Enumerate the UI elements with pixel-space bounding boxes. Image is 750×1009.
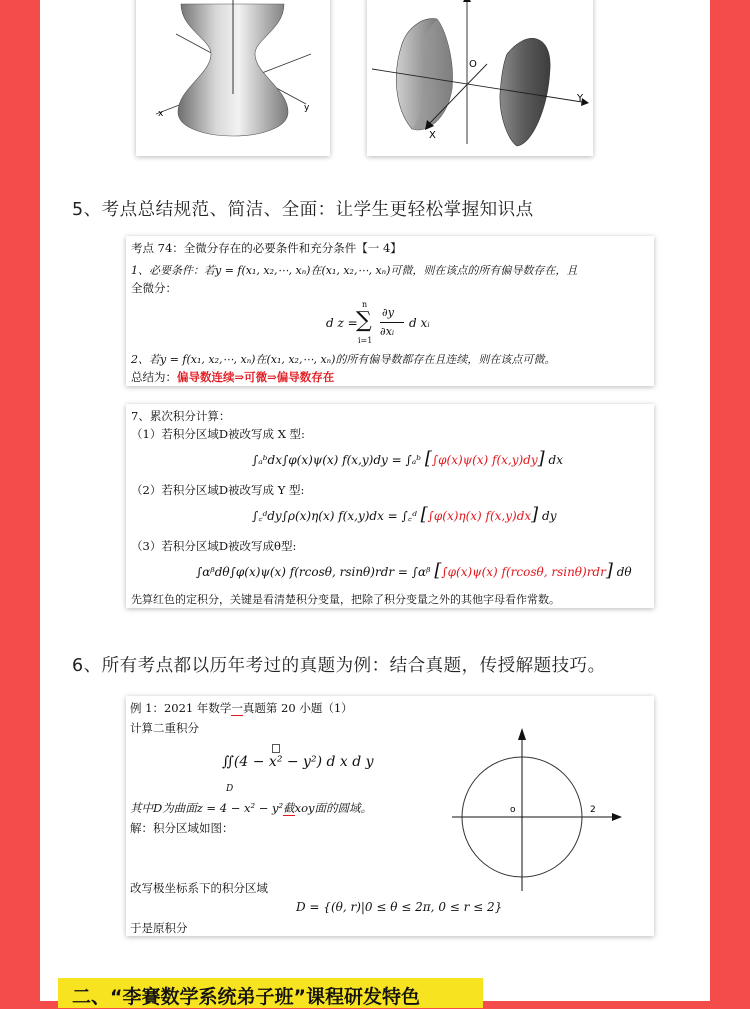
formula-lhs: d z =	[326, 316, 358, 330]
eq3-right: dθ	[616, 565, 632, 579]
desc-part-b: 截	[283, 801, 295, 815]
heading-part-a: 例 1：2021 年数学	[130, 701, 232, 715]
formula-sum-top: n	[362, 300, 368, 309]
example-task: 计算二重积分	[130, 721, 199, 735]
eq3	[196, 560, 632, 581]
example-conclusion: 于是原积分	[130, 921, 188, 935]
section-banner	[58, 978, 483, 1008]
card1-summary	[131, 369, 334, 385]
eq2-bracket-close: ]	[531, 504, 539, 525]
formula-denominator: ∂xᵢ	[380, 325, 395, 338]
formula-sigma: ∑	[356, 308, 372, 333]
heading-part-b: 一	[231, 701, 243, 715]
radius-label: 2	[590, 805, 596, 815]
case3-label: （3）若积分区域D被改写成θ型:	[131, 539, 297, 553]
eq2-bracket-open: [	[420, 504, 428, 525]
eq3-bracket-close: ]	[605, 560, 613, 581]
eq2-left: ∫꜀ᵈdy∫ρ(x)η(x) f(x,y)dx = ∫꜀ᵈ	[252, 509, 417, 523]
eq1-left: ∫ₐᵇdx∫φ(x)ψ(x) f(x,y)dy = ∫ₐᵇ	[252, 453, 422, 467]
integral-domain: D	[226, 784, 234, 794]
eq1-red: ∫φ(x)ψ(x) f(x,y)dy	[431, 453, 538, 467]
integral-expr: ∬(4 − x² − y²) d x d y	[222, 754, 374, 770]
eq2-right: dy	[542, 509, 557, 523]
card2-heading: 7、累次积分计算：	[131, 409, 231, 423]
summary-label: 总结为：	[131, 370, 177, 384]
card2-note: 先算红色的定积分，关键是看清楚积分变量，把除了积分变量之外的其他字母看作常数。	[131, 593, 560, 606]
formula-sum-bottom: i=1	[358, 336, 373, 345]
integral-placeholder-box	[272, 744, 280, 753]
axis-o-label: O	[469, 59, 477, 70]
hyperboloid-svg	[136, 0, 330, 156]
banner-text: 二、“李賽数学系统弟子班”课程研发特色	[72, 986, 420, 1008]
polar-domain: D = {(θ, r)|0 ≤ θ ≤ 2π, 0 ≤ r ≤ 2}	[296, 900, 503, 914]
polar-label: 改写极坐标系下的积分区域	[130, 881, 268, 895]
summary-value: 偏导数连续⇒可微⇒偏导数存在	[177, 370, 335, 384]
iterated-integral-card	[126, 404, 654, 608]
axis-x-label: X	[429, 130, 436, 141]
case1-label: （1）若积分区域D被改写成 X 型:	[131, 427, 305, 441]
eq1-right: dx	[548, 453, 563, 467]
card1-heading: 考点 74：全微分存在的必要条件和充分条件【一 4】	[131, 241, 402, 255]
desc-part-a: 其中D为曲面z = 4 − x² − y²	[130, 801, 284, 815]
desc-part-c: xoy面的圆域。	[294, 801, 373, 815]
axis-y-label: y	[304, 103, 310, 113]
eq2	[252, 504, 556, 525]
section-5-title: 5、考点总结规范、简洁、全面：让学生更轻松掌握知识点	[72, 200, 534, 220]
eq3-bracket-open: [	[434, 560, 442, 581]
eq3-left: ∫αᵝdθ∫φ(x)ψ(x) f(rcosθ, rsinθ)rdr = ∫αᵝ	[196, 565, 431, 579]
example-solution: 解：积分区域如图：	[130, 821, 234, 835]
two-sheet-svg	[367, 0, 593, 156]
document-page	[40, 0, 710, 1008]
example-heading	[130, 700, 353, 716]
eq1	[252, 448, 563, 469]
formula-fraction-bar	[380, 322, 404, 323]
axis-y-label: Y	[577, 93, 584, 104]
heading-part-c: 真题第 20 小题（1）	[242, 701, 353, 715]
card1-item1: 1、必要条件：若y = f(x₁, x₂,⋯, xₙ)在(x₁, x₂,⋯, xₙ)可微，则在该点的所有偏导数存在，且	[131, 264, 578, 277]
example-description	[130, 800, 372, 816]
circle-domain-figure	[452, 726, 622, 896]
origin-label: o	[510, 805, 516, 815]
axis-x-label: x	[158, 109, 164, 119]
eq1-bracket-close: ]	[537, 448, 545, 469]
eq1-bracket-open: [	[424, 448, 432, 469]
double-integral	[222, 754, 374, 770]
card1-item2: 2、若y = f(x₁, x₂,⋯, xₙ)在(x₁, x₂,⋯, xₙ)的所有偏导数都存在且连续，则在该点可微。	[131, 353, 556, 366]
hyperboloid-figure	[136, 0, 330, 156]
eq3-red: ∫φ(x)ψ(x) f(rcosθ, rsinθ)rdr	[441, 565, 606, 579]
example-card	[126, 696, 654, 936]
case2-label: （2）若积分区域D被改写成 Y 型:	[131, 483, 305, 497]
card1-item1-cont: 全微分：	[131, 281, 177, 295]
total-differential-card	[126, 236, 654, 386]
hyperboloid-two-sheet-figure	[367, 0, 593, 156]
section-6-title: 6、所有考点都以历年考过的真题为例：结合真题，传授解题技巧。	[72, 656, 606, 676]
formula-tail: d xᵢ	[409, 316, 430, 330]
formula-numerator: ∂y	[382, 306, 394, 319]
eq2-red: ∫φ(x)η(x) f(x,y)dx	[427, 509, 532, 523]
